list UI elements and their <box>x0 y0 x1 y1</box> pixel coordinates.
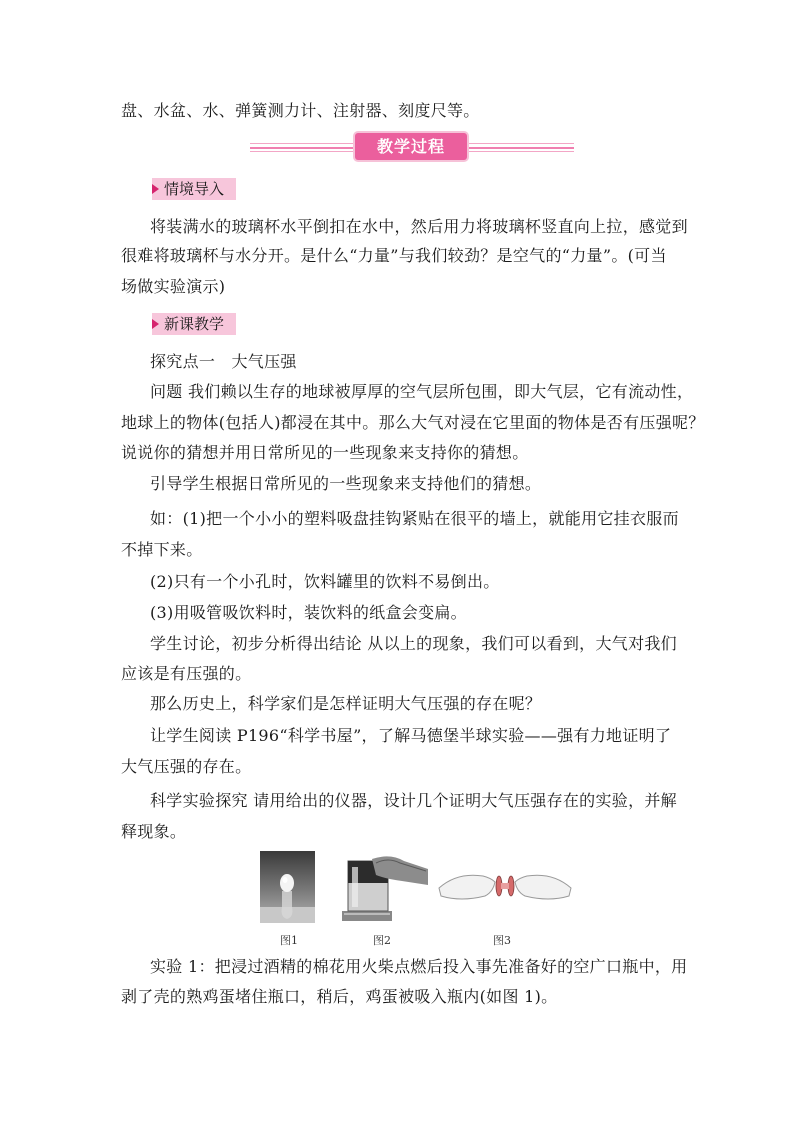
materials-line: 盘、水盆、水、弹簧测力计、注射器、刻度尺等。 <box>121 101 480 120</box>
banner-rule-left <box>250 143 354 152</box>
reading-line-2: 大气压强的存在。 <box>121 757 252 776</box>
discussion-line-2: 应该是有压强的。 <box>121 664 252 683</box>
inquiry-line-2: 释现象。 <box>121 822 187 841</box>
guide-line: 引导学生根据日常所见的一些现象来支持他们的猜想。 <box>150 474 542 493</box>
tag-new-lesson-label: 新课教学 <box>164 315 225 333</box>
example-2: (2)只有一个小孔时，饮料罐里的饮料不易倒出。 <box>150 572 500 591</box>
experiment-1-line-1: 实验 1：把浸过酒精的棉花用火柴点燃后投入事先准备好的空广口瓶中，用 <box>150 957 688 976</box>
discussion-line-1: 学生讨论，初步分析得出结论 从以上的现象，我们可以看到，大气对我们 <box>150 634 677 653</box>
figure-1-egg-bottle-image <box>260 851 315 923</box>
figure-2-hand-cup-image <box>342 851 430 923</box>
inquiry-line-1: 科学实验探究 请用给出的仪器，设计几个证明大气压强存在的实验，并解 <box>150 791 677 810</box>
intro-line-2: 很难将玻璃杯与水分开。是什么“力量”与我们较劲？是空气的“力量”。(可当 <box>121 246 667 265</box>
tag-intro <box>152 178 236 200</box>
example-1-line-1: 如：(1)把一个小小的塑料吸盘挂钩紧贴在很平的墙上，就能用它挂衣服而 <box>150 509 679 528</box>
section-banner-title: 教学过程 <box>376 137 445 156</box>
tag-intro-label: 情境导入 <box>164 180 225 198</box>
figure-2-caption: 图2 <box>373 934 391 947</box>
triangle-marker-icon <box>152 319 159 329</box>
figure-1-caption: 图1 <box>280 934 298 947</box>
experiment-1-line-2: 剥了壳的熟鸡蛋堵住瓶口，稍后，鸡蛋被吸入瓶内(如图 1)。 <box>121 987 558 1006</box>
reading-line-1: 让学生阅读 P196“科学书屋”，了解马德堡半球实验——强有力地证明了 <box>150 726 672 745</box>
question-line-1: 问题 我们赖以生存的地球被厚厚的空气层所包围，即大气层，它有流动性， <box>150 382 694 401</box>
question-line-2: 地球上的物体(包括人)都浸在其中。那么大气对浸在它里面的物体是否有压强呢？ <box>121 413 705 432</box>
question-line-3: 说说你的猜想并用日常所见的一些现象来支持你的猜想。 <box>121 443 529 462</box>
banner-rule-right <box>468 143 574 152</box>
example-1-line-2: 不掉下来。 <box>121 540 203 559</box>
explore-heading: 探究点一 大气压强 <box>150 352 297 371</box>
section-banner <box>355 133 467 160</box>
tag-new-lesson <box>152 313 236 335</box>
history-question: 那么历史上，科学家们是怎样证明大气压强的存在呢？ <box>150 694 542 713</box>
intro-line-1: 将装满水的玻璃杯水平倒扣在水中，然后用力将玻璃杯竖直向上拉，感觉到 <box>150 217 688 236</box>
triangle-marker-icon <box>152 184 159 194</box>
figure-3-suction-cups-image <box>437 862 573 908</box>
intro-line-3: 场做实验演示) <box>121 277 226 296</box>
example-3: (3)用吸管吸饮料时，装饮料的纸盒会变扁。 <box>150 603 467 622</box>
figure-3-caption: 图3 <box>493 934 511 947</box>
